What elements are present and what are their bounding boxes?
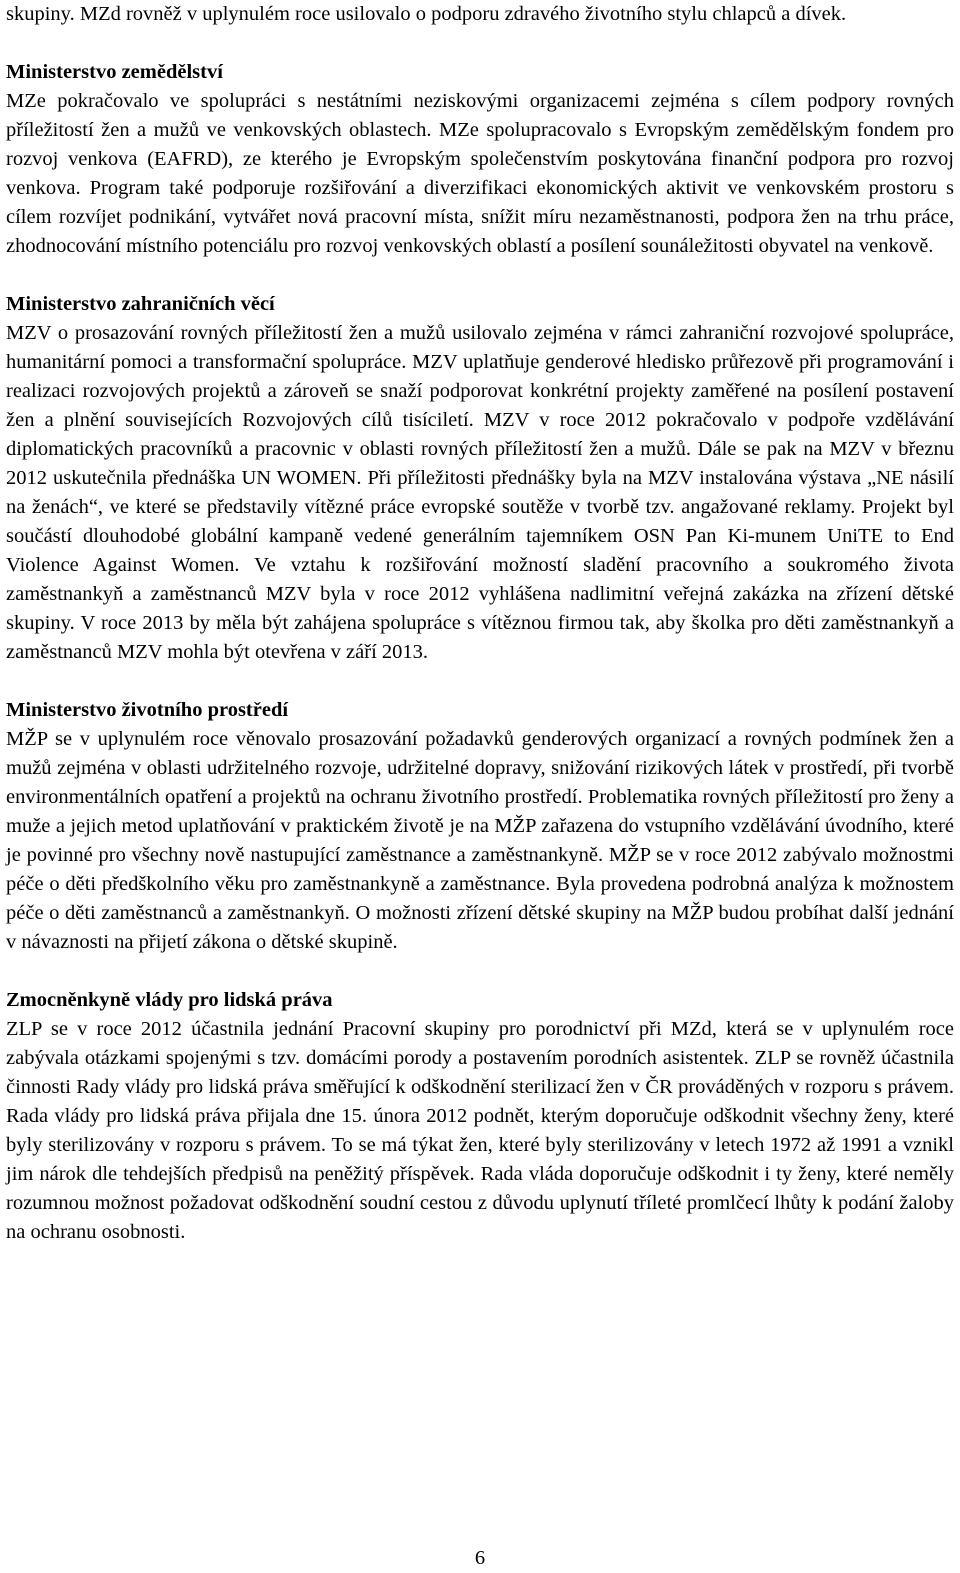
- lead-paragraph: skupiny. MZd rovněž v uplynulém roce usilovalo o podporu zdravého životního stylu chlapců a dívek.: [6, 3, 847, 25]
- section-heading: Ministerstvo životního prostředí: [6, 699, 289, 721]
- section-environment: [6, 696, 954, 957]
- section-heading: Ministerstvo zemědělství: [6, 61, 223, 83]
- section-human-rights: [6, 986, 954, 1247]
- section-body: MŽP se v uplynulém roce věnovalo prosazování požadavků genderových organizací a rovných podmínek žen a mužů zejména v oblasti udržitelného rozvoje, udržitelné dopravy, snižování rizikových látek v prostředí, při tvorbě environmentálních opatření a projektů na ochranu životního prostředí. Problematika rovných příležitostí pro ženy a muže a jejich metod uplatňování v praktickém životě je na MŽP zařazena do vstupního vzdělávání úvodního, které je povinné pro všechny nově nastupující zaměstnance a zaměstnankyně. MŽP se v roce 2012 zabývalo možnostmi péče o děti předškolního věku pro zaměstnankyně a zaměstnance. Byla provedena podrobná analýza k možnostem péče o děti zaměstnanců a zaměstnankyň. O možnosti zřízení dětské skupiny na MŽP budou probíhat další jednání v návaznosti na přijetí zákona o dětské skupině.: [6, 728, 954, 953]
- section-heading: Zmocněnkyně vlády pro lidská práva: [6, 989, 333, 1011]
- section-body: MZV o prosazování rovných příležitostí žen a mužů usilovalo zejména v rámci zahraniční rozvojové spolupráce, humanitární pomoci a transformační spolupráce. MZV uplatňuje genderové hledisko průřezově při programování i realizaci rozvojových projektů a zároveň se snaží podporovat konkrétní projekty zaměřené na posílení postavení žen a plnění souvisejících Rozvojových cílů tisíciletí. MZV v roce 2012 pokračovalo v podpoře vzdělávání diplomatických pracovníků a pracovnic v oblasti rovných příležitostí žen a mužů. Dále se pak na MZV v březnu 2012 uskutečnila přednáška UN WOMEN. Při příležitosti přednášky byla na MZV instalována výstava „NE násilí na ženách“, ve které se představily vítězné práce evropské soutěže v tvorbě tzv. angažované reklamy. Projekt byl součástí dlouhodobé globální kampaně vedené generálním tajemníkem OSN Pan Ki-munem UniTE to End Violence Against Women. Ve vztahu k rozšiřování možností sladění pracovního a soukromého života zaměstnankyň a zaměstnanců MZV byla v roce 2012 vyhlášena nadlimitní veřejná zakázka na zřízení dětské skupiny. V roce 2013 by měla být zahájena spolupráce s vítěznou firmou tak, aby školka pro děti zaměstnankyň a zaměstnanců MZV mohla být otevřena v září 2013.: [6, 322, 954, 663]
- page-number: 6: [474, 1547, 486, 1569]
- section-heading: Ministerstvo zahraničních věcí: [6, 293, 275, 315]
- section-agriculture: [6, 58, 954, 261]
- document-page: [6, 0, 954, 1247]
- section-body: MZe pokračovalo ve spolupráci s nestátními neziskovými organizacemi zejména s cílem podpory rovných příležitostí žen a mužů ve venkovských oblastech. MZe spolupracovalo s Evropským zemědělským fondem pro rozvoj venkova (EAFRD), ze kterého je Evropským společenstvím poskytována finanční podpora pro rozvoj venkova. Program také podporuje rozšiřování a diverzifikaci ekonomických aktivit ve venkovském prostoru s cílem rozvíjet podnikání, vytvářet nová pracovní místa, snížit míru nezaměstnanosti, podpora žen na trhu práce, zhodnocování místního potenciálu pro rozvoj venkovských oblastí a posílení sounáležitosti obyvatel na venkově.: [6, 90, 954, 257]
- section-body: ZLP se v roce 2012 účastnila jednání Pracovní skupiny pro porodnictví při MZd, která se v uplynulém roce zabývala otázkami spojenými s tzv. domácími porody a postavením porodních asistentek. ZLP se rovněž účastnila činnosti Rady vlády pro lidská práva směřující k odškodnění sterilizací žen v ČR prováděných v rozporu s právem. Rada vlády pro lidská práva přijala dne 15. února 2012 podnět, kterým doporučuje odškodnit všechny ženy, které byly sterilizovány v rozporu s právem. To se má týkat žen, které byly sterilizovány v letech 1972 až 1991 a vznikl jim nárok dle tehdejších předpisů na peněžitý příspěvek. Rada vláda doporučuje odškodnit i ty ženy, které neměly rozumnou možnost požadovat odškodnění soudní cestou z důvodu uplynutí tříleté promlčecí lhůty k podání žaloby na ochranu osobnosti.: [6, 1018, 954, 1243]
- section-foreign-affairs: [6, 290, 954, 667]
